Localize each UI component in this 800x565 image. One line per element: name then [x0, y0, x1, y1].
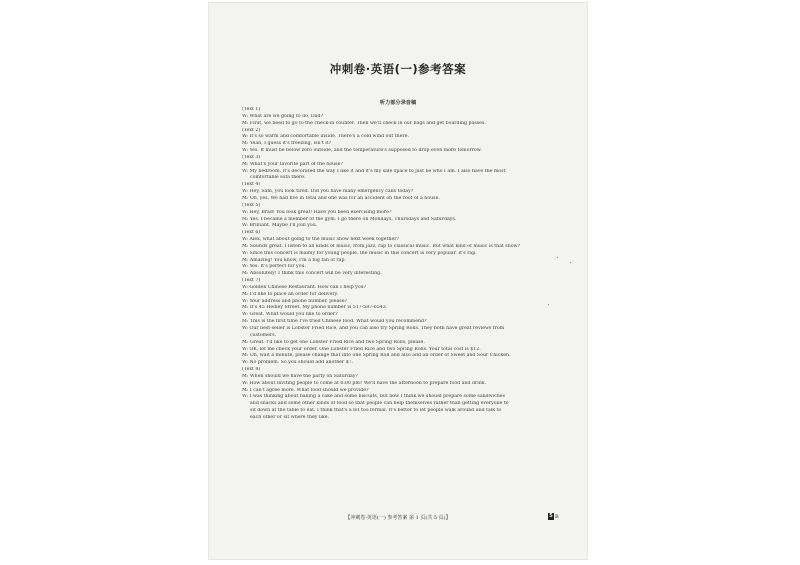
transcript-line: M: This is the first time I've tried Chinese food. What would you recommend?	[242, 319, 427, 325]
transcript-line: W: Brilliant. Maybe I'll join you.	[242, 223, 318, 229]
transcript-line: customers.	[250, 332, 277, 338]
transcript-line: M: When should we have the party on Saturday?	[242, 373, 358, 379]
transcript-line: M: It's 45 Hedley Street. My phone number is 517-587-6543.	[242, 305, 388, 311]
transcript-line: W: My bedroom. It's decorated the way I like it and it's my safe space to just be who I am. I also have the most	[242, 168, 506, 174]
transcript-line: W: I was thinking about baking a cake and some biscuits, but now I think we should prepare some sandwiches	[242, 394, 505, 400]
transcript-line: (Text 1)	[242, 107, 261, 112]
scan-speck	[548, 304, 549, 305]
transcript-line: M: Absolutely! I think this concert will be very interesting.	[242, 271, 382, 277]
transcript-body	[242, 107, 572, 422]
transcript-line: (Text 2)	[242, 127, 261, 133]
transcript-line: (Text 3)	[242, 154, 261, 160]
page-badge: 5	[549, 513, 553, 519]
transcript-line: W: Alex, what about going to the music show next week together?	[242, 237, 400, 243]
transcript-line: M: Oh, wait a minute, please change that into one Spring Roll and also add an order of Sweet and Sour Chicken.	[242, 353, 511, 359]
transcript-line: W: Hey, Brad! You look great! Have you been exercising more?	[242, 209, 392, 215]
transcript-line: M: Oh, yes. We had five in total and one was for an accident on the roof of a house.	[242, 195, 440, 201]
transcript-line: W: Great. What would you like to order?	[242, 312, 338, 318]
transcript-line: (Text 4)	[242, 182, 261, 188]
transcript-line: M: I can't agree more. What food should we provide?	[242, 387, 369, 393]
transcript-line: W: OK, let me check your order. One Lobster Fried Rice and two Spring Rolls. Your total cost is $12.	[242, 346, 481, 352]
transcript-line: M: First, we need to go to the check-in counter. Then we'll check in our bags and get boarding passes.	[242, 120, 486, 126]
transcript-line: comfortable sofa there.	[250, 175, 306, 181]
scan-speck	[557, 257, 558, 258]
transcript-line: M: Sounds great. I listen to all kinds of music, from jazz, rap to classical music. But what kind of music is that show?	[242, 243, 521, 249]
transcript-line: (Text 6)	[242, 230, 261, 236]
transcript-line: (Text 5)	[242, 202, 261, 208]
transcript-line: M: Great. I'd like to get one Lobster Fried Rice and two Spring Rolls, please.	[242, 339, 425, 345]
transcript-line: M: What's your favorite part of the house?	[242, 161, 343, 167]
transcript-line: (Text 8)	[242, 367, 261, 373]
transcript-line: and snacks and some other kinds of food so that people can help themselves rather than getting everyone to	[250, 401, 509, 407]
transcript-line: W: What are we going to do, Dad?	[242, 113, 323, 119]
transcript-line: W: Hey, Sam, you look tired. Did you have many emergency calls today?	[242, 189, 414, 195]
document-title: 冲刺卷·英语(一)参考答案	[329, 62, 467, 76]
transcript-line: W: Your address and phone number, please?	[242, 298, 348, 304]
scan-speck	[570, 262, 571, 263]
page-footer: 【冲刺卷·英语(一) 参考答案 第 1 页(共 5 页)】	[345, 515, 451, 521]
document-page	[209, 3, 587, 559]
transcript-line: W: Golden Chinese Restaurant. How can I help you?	[242, 284, 367, 290]
transcript-line: W: How about inviting people to come at 6:00 pm? We'll have the afternoon to prepare food and drink.	[242, 380, 487, 386]
transcript-line: W: Yes. It's perfect for you.	[242, 264, 307, 270]
transcript-line: W: No problem. So you should add another $7.	[242, 360, 354, 366]
transcript-line: M: Amazing! You know, I'm a big fan of rap.	[242, 257, 346, 263]
transcript-line: M: Yeah, I guess it's freezing, isn't it?	[242, 141, 332, 147]
transcript-line: W: Yes. It must be below zero outside, and the temperature's supposed to drop even more tomorrow.	[242, 148, 482, 154]
section-heading: 听力部分录音稿	[379, 100, 417, 106]
transcript-line: W: Since this concert is mainly for young people, the music in this concert is very popular. It's rap.	[242, 250, 477, 256]
transcript-line: (Text 7)	[242, 278, 261, 284]
transcript-line: M: I'd like to place an order for delivery.	[242, 291, 339, 297]
transcript-line: each other or sit where they like.	[250, 414, 329, 420]
transcript-line: W: It's so warm and comfortable inside. There's a cold wind out there.	[242, 134, 409, 140]
transcript-line: W: Our best-seller is Lobster Fried Rice, and you can also try Spring Rolls. They both have great reviews from	[242, 326, 505, 331]
page-badge-suffix: B	[555, 514, 559, 520]
transcript-line: M: Yes. I became a member of the gym. I go there on Mondays, Thursdays and Saturdays.	[242, 216, 457, 222]
transcript-line: sit down at the table to eat. I think that's a bit too formal. It's better to let people walk around and talk to	[250, 408, 502, 414]
